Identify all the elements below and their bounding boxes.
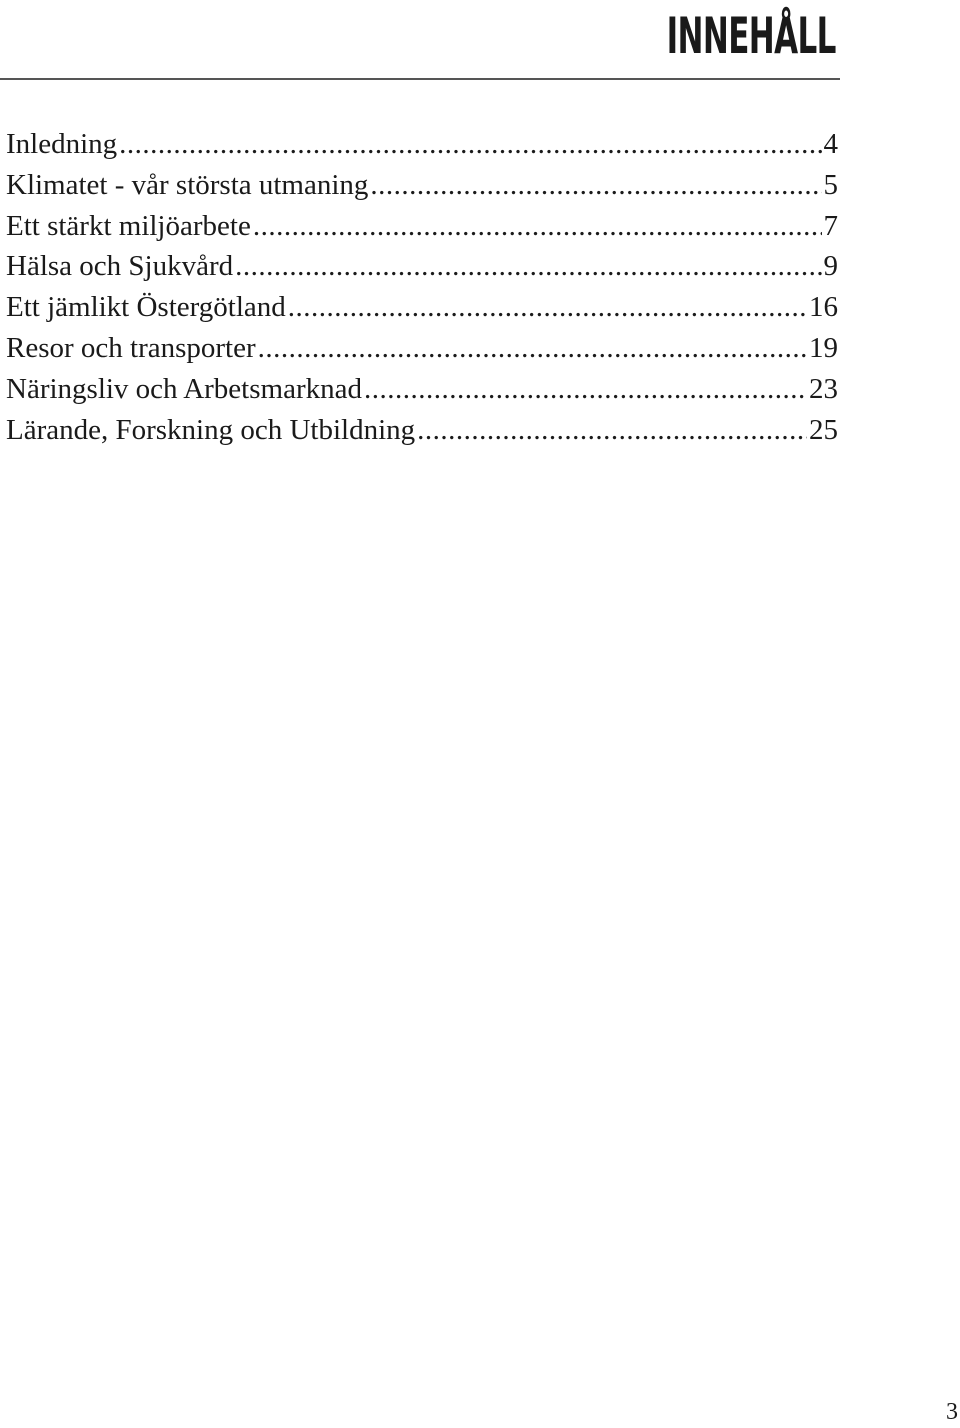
toc-entry-label: Ett stärkt miljöarbete — [6, 209, 251, 242]
toc-entry-page: 4 — [823, 128, 838, 160]
toc-dot-leader — [119, 124, 821, 165]
toc-dot-leader — [364, 369, 807, 410]
toc-entry-jamlikt-ostergotland[interactable] — [6, 287, 838, 328]
toc-entry-klimatet[interactable] — [6, 165, 838, 206]
toc-dot-leader — [235, 246, 821, 287]
toc-entry-naringsliv[interactable] — [6, 369, 838, 410]
page-number: 3 — [946, 1399, 958, 1425]
toc-entry-page: 23 — [809, 372, 838, 405]
table-of-contents — [6, 124, 838, 450]
toc-entry-page: 19 — [809, 331, 838, 364]
toc-entry-page: 5 — [823, 168, 838, 201]
toc-dot-leader — [253, 206, 822, 247]
toc-entry-miljoarbete[interactable] — [6, 206, 838, 247]
toc-entry-page: 7 — [823, 209, 838, 242]
toc-entry-label: Ett jämlikt Östergötland — [6, 291, 286, 324]
toc-entry-label: Resor och transporter — [6, 331, 256, 364]
toc-entry-label: Hälsa och Sjukvård — [6, 250, 234, 283]
toc-entry-page: 9 — [823, 250, 838, 283]
toc-entry-label: Näringsliv och Arbetsmarknad — [6, 372, 362, 405]
toc-entry-resor-och-transporter[interactable] — [6, 328, 838, 369]
toc-dot-leader — [370, 165, 821, 206]
toc-entry-label: Inledning — [6, 128, 118, 160]
toc-entry-label: Klimatet - vår största utmaning — [6, 168, 369, 201]
toc-entry-label: Lärande, Forskning och Utbildning — [6, 413, 416, 446]
toc-entry-page: 16 — [809, 291, 838, 324]
title-divider — [0, 78, 840, 80]
toc-entry-halsa-och-sjukvard[interactable] — [6, 246, 838, 287]
toc-dot-leader — [288, 287, 807, 328]
toc-dot-leader — [417, 410, 807, 451]
toc-entry-larande[interactable] — [6, 410, 838, 451]
toc-entry-inledning[interactable] — [6, 124, 838, 165]
toc-dot-leader — [258, 328, 807, 369]
toc-entry-page: 25 — [809, 413, 838, 446]
page-title: INNEHÅLL — [666, 7, 836, 65]
